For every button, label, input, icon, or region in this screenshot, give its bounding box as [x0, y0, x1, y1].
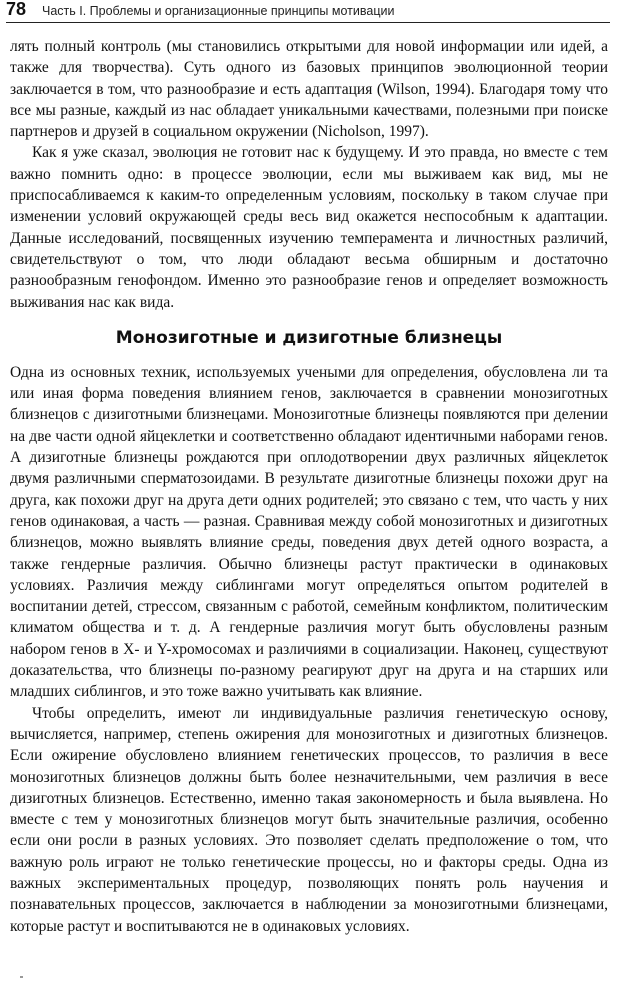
paragraph-evolution: Как я уже сказал, эволюция не готовит нас к будущему. И это правда, но вместе с тем важно помнить одно: в процессе эволюции, если мы выживаем как вид, мы не приспосабливаемся к каким-то определенным условиям, поскольку в таком случае при изменении условий окружающей среды весь вид окажется неспособным к адаптации. Данные исследований, посвященных изучению темперамента и личностных различий, свидетельствуют о том, что люди обладают весьма обширным и достаточно разнообразным генофондом. Именно это разнообразие генов и определяет возможность выживания нас как вида. [10, 144, 608, 311]
scan-speck [20, 976, 23, 978]
page-body [10, 36, 608, 937]
paragraph-continued: лять полный контроль (мы становились открытыми для новой информации или идей, а также для творчества). Суть одного из базовых принципов эволюционной теории заключается в том, что разнообразие и есть адаптация (Wilson, 1994). Благодаря тому что все мы разные, каждый из нас обладает уникальными качествами, полезными при поиске партнеров и друзей в социальном окружении (Nicholson, 1997). [10, 38, 608, 141]
page-header [6, 2, 610, 23]
running-head: Часть I. Проблемы и организационные принципы мотивации [42, 4, 395, 18]
paragraph-twins-technique: Одна из основных техник, используемых учеными для определения, обусловлена ли та или иная форма поведения влиянием генов, заключается в сравнении монозиготных близнецов с дизиготными близнецами. Монозиготные близнецы появляются при делении на две части одной яйцеклетки и соответственно обладают идентичными наборами генов. А дизиготные близнецы рождаются при оплодотворении двух различных яйцеклеток двумя различными сперматозоидами. В результате дизиготные близнецы похожи друг на друга, как похожи друг на друга дети одних родителей; это связано с тем, что часть у них генов одинаковая, а часть — разная. Сравнивая между собой монозиготных и дизиготных близнецов, можно выявлять влияние среды, поведения двух детей одного возраста, а также гендерные различия. Обычно близнецы растут практически в одинаковых условиях. Различия между сиблингами могут определяться опытом родителей в воспитании детей, стрессом, связанным с работой, семейным конфликтом, политическим климатом общества и т. д. А гендерные различия могут быть обусловлены разным набором генов в X- и Y-хромосомах и различиями в социализации. Наконец, существуют доказательства, что близнецы по-разному реагируют друг на друга и на старших или младших сиблингов, и это тоже важно учитывать как влияние. [10, 363, 608, 701]
section-heading: Монозиготные и дизиготные близнецы [115, 327, 503, 348]
page-number: 78 [6, 0, 27, 19]
paragraph-obesity-study: Чтобы определить, имеют ли индивидуальные различия генетическую основу, вычисляется, например, степень ожирения для монозиготных и дизиготных близнецов. Если ожирение обусловлено влиянием генетических процессов, то различия в весе монозиготных близнецов должны быть более незначительными, чем различия в весе дизиготных близнецов. Естественно, именно такая закономерность и была выявлена. Но вместе с тем у монозиготных близнецов могут быть значительные различия, особенно если они росли в разных условиях. Это позволяет сделать предположение о том, что важную роль играют не только генетические процессы, но и факторы среды. Одна из важных экспериментальных процедур, позволяющих понять роль научения и познавательных процессов, заключается в наблюдении за монозиготными близнецами, которые растут и воспитываются не в одинаковых условиях. [10, 704, 608, 935]
